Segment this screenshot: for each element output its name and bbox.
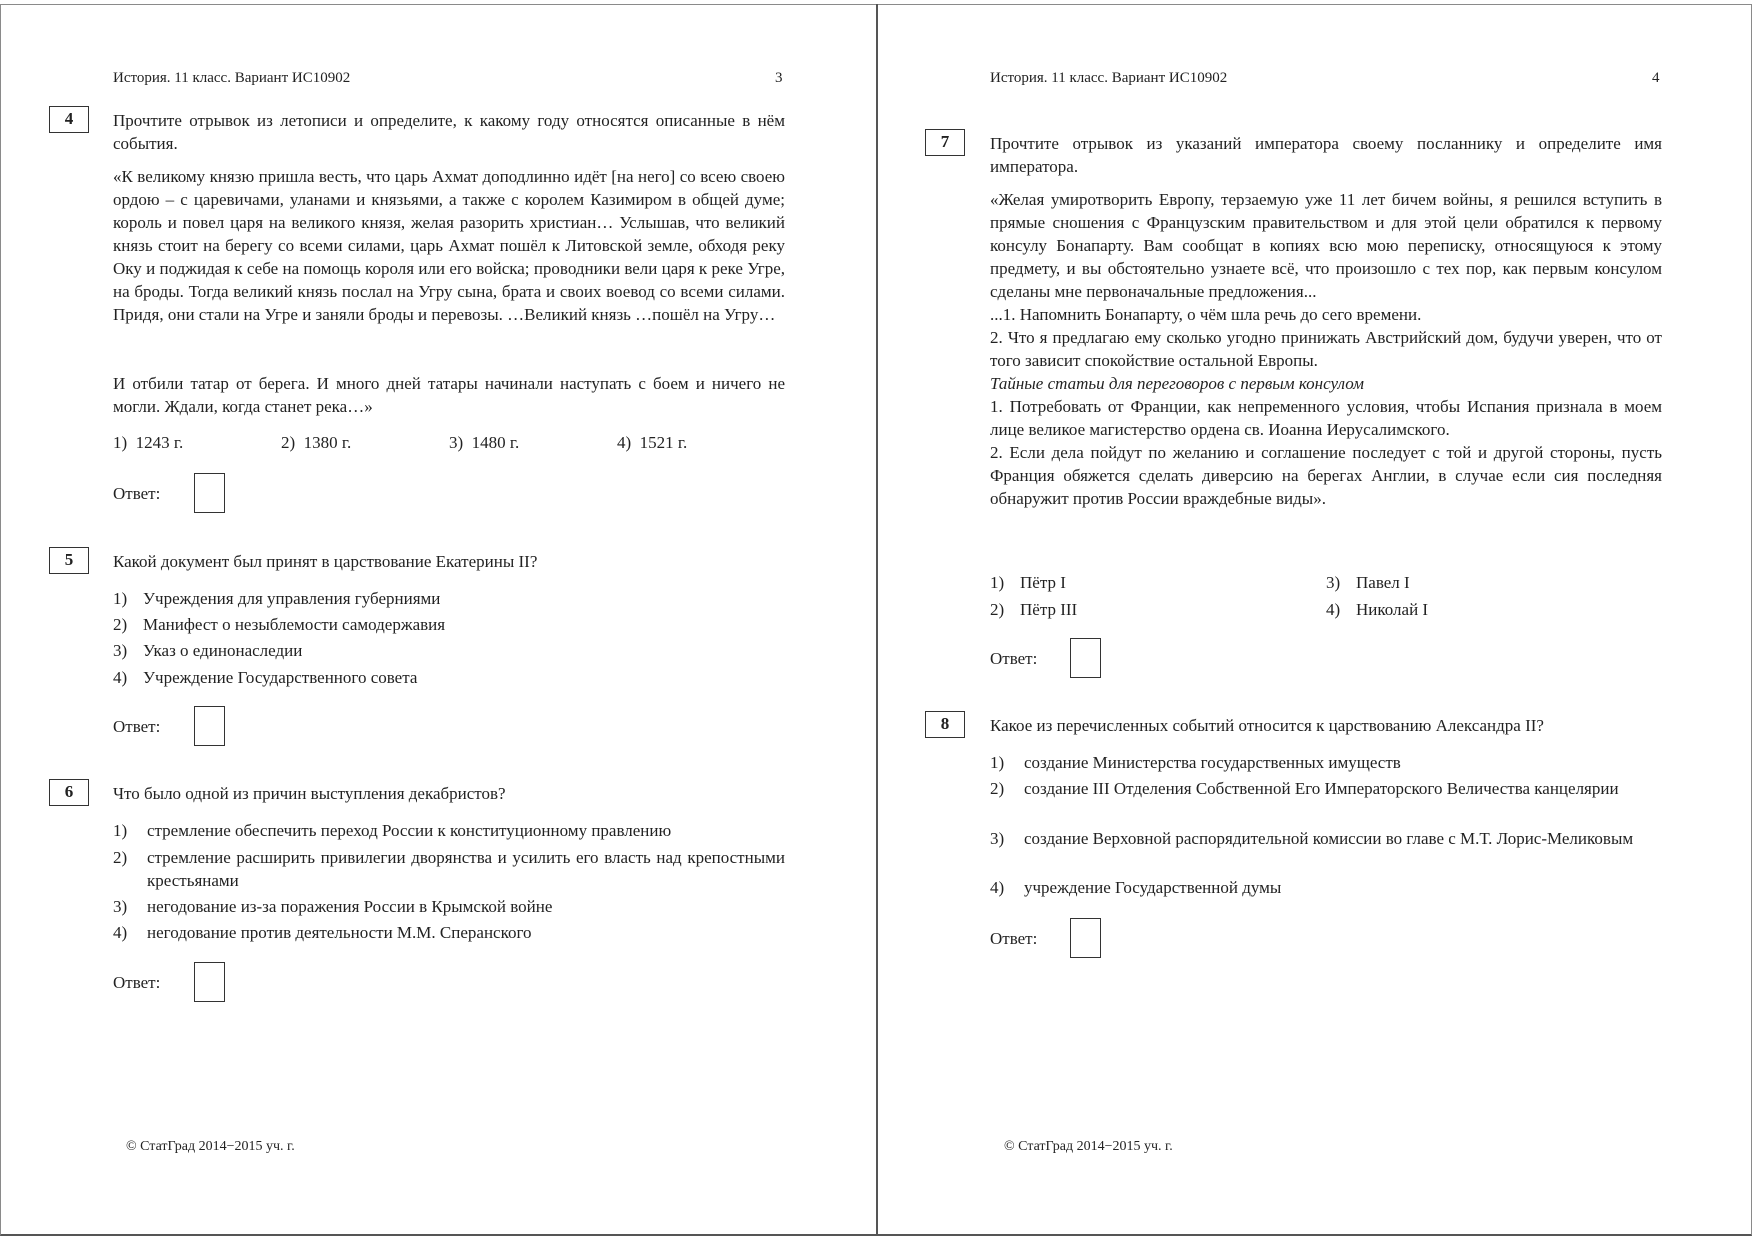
option[interactable]	[113, 613, 785, 636]
option-text: 1521 г.	[639, 433, 688, 452]
option-number: 2)	[990, 600, 1005, 619]
option[interactable]	[281, 431, 449, 454]
option-number: 1)	[113, 589, 128, 608]
quote-heading-text: Тайные статьи для переговоров с первым консулом	[990, 374, 1364, 393]
option-text: стремление обеспечить переход России к конституционному правлению	[147, 821, 672, 840]
question-prompt: Прочтите отрывок из летописи и определите, к какому году относятся описанные в нём события.	[113, 111, 785, 153]
option-number: 3)	[1326, 573, 1341, 592]
question-prompt: Какой документ был принят в царствование Екатерины II?	[113, 552, 538, 571]
option-text: Манифест о незыблемости самодержавия	[143, 615, 446, 634]
option-number: 4)	[113, 668, 128, 687]
question-number: 7	[925, 129, 965, 156]
option-number: 3)	[113, 897, 128, 916]
option[interactable]	[990, 777, 1662, 800]
option[interactable]	[990, 571, 1320, 594]
option-number: 3)	[449, 433, 464, 452]
option[interactable]	[1326, 598, 1656, 621]
question-prompt: Какое из перечисленных событий относится к царствованию Александра II?	[990, 716, 1544, 735]
option-text: 1380 г.	[303, 433, 352, 452]
page-footer: © СтатГрад 2014−2015 уч. г.	[1004, 1139, 1173, 1154]
option-number: 4)	[617, 433, 632, 452]
question-quote-end: И отбили татар от берега. И много дней татары начинали наступать с боем и ничего не могли. Ждали, когда станет река…»	[113, 374, 785, 416]
quote-paragraph: 2. Что я предлагаю ему сколько угодно принижать Австрийский дом, будучи уверен, что от того зависит спокойствие остальной Европы.	[990, 328, 1662, 370]
option[interactable]	[113, 846, 785, 892]
option-text: негодование из-за поражения России в Крымской войне	[147, 897, 553, 916]
option-text: Указ о единонаследии	[143, 641, 303, 660]
question-prompt: Прочтите отрывок из указаний императора своему посланнику и определите имя императора.	[990, 134, 1662, 176]
page-header: История. 11 класс. Вариант ИС10902	[990, 70, 1228, 86]
option-text: Николай I	[1356, 600, 1429, 619]
option[interactable]	[990, 751, 1662, 774]
option-text: создание Министерства государственных имуществ	[1024, 753, 1401, 772]
option-number: 1)	[113, 433, 128, 452]
answer-input-q6[interactable]	[194, 962, 225, 1002]
page-4	[877, 0, 1754, 1239]
option[interactable]	[113, 666, 785, 689]
option-number: 3)	[990, 829, 1005, 848]
question-number: 8	[925, 711, 965, 738]
page-number: 4	[1652, 70, 1660, 86]
question-quote: «К великому князю пришла весть, что царь Ахмат доподлинно идёт [на него] со всею своею ордою – с царевичами, уланами и князьями, а также с королем Казимиром в общей думе; король и повел царя на великого князя, желая разорить христиан… Услышав, что великий князь стоит на берегу со всеми силами, царь Ахмат пошёл к Литовской земле, обходя реку Оку и поджидая к себе на помощь короля или его войска; проводники вели царя к реке Угре, на броды. Тогда великий князь послал на Угру сына, брата и своих воевод со всеми силами. Придя, они стали на Угре и заняли броды и перевозы. …Великий князь …пошёл на Угру…	[113, 167, 785, 324]
options-row	[113, 431, 785, 454]
question-prompt: Что было одной из причин выступления декабристов?	[113, 784, 506, 803]
option-text: Павел I	[1356, 573, 1410, 592]
option[interactable]	[113, 587, 785, 610]
question-number: 6	[49, 779, 89, 806]
option-number: 4)	[113, 923, 128, 942]
answer-input-q5[interactable]	[194, 706, 225, 746]
option[interactable]	[113, 819, 785, 842]
page-number: 3	[775, 70, 783, 86]
answer-label: Ответ:	[113, 484, 161, 503]
option-text: Учреждение Государственного совета	[143, 668, 418, 687]
answer-label: Ответ:	[113, 973, 161, 992]
option[interactable]	[1326, 571, 1656, 594]
option[interactable]	[990, 876, 1662, 899]
page-footer: © СтатГрад 2014−2015 уч. г.	[126, 1139, 295, 1154]
option-text: 1243 г.	[135, 433, 184, 452]
option-number: 1)	[113, 821, 128, 840]
answer-label: Ответ:	[990, 929, 1038, 948]
answer-input-q7[interactable]	[1070, 638, 1101, 678]
question-number: 5	[49, 547, 89, 574]
option-number: 2)	[990, 779, 1005, 798]
option-number: 2)	[113, 848, 128, 867]
quote-paragraph: ...1. Напомнить Бонапарту, о чём шла речь до сего времени.	[990, 305, 1422, 324]
option-text: Учреждения для управления губерниями	[143, 589, 441, 608]
quote-intro: «Желая умиротворить Европу, терзаемую уже 11 лет бичем войны, я решился вступить в прямые сношения с Французским правительством и для этой цели обратился к первому консулу Бонапарту. Вам сообщат в копиях всю мою переписку, относящуюся к этому предмету, и вы обстоятельно узнаете всё, что произошло с тех пор, как первым консулом сделаны мне первоначальные предложения...	[990, 190, 1662, 301]
option[interactable]	[113, 639, 785, 662]
option-text: стремление расширить привилегии дворянства и усилить его власть над крепостными крестьянами	[147, 848, 785, 890]
option[interactable]	[449, 431, 617, 454]
answer-label: Ответ:	[990, 649, 1038, 668]
option[interactable]	[113, 895, 785, 918]
answer-input-q4[interactable]	[194, 473, 225, 513]
option-number: 4)	[1326, 600, 1341, 619]
question-number: 4	[49, 106, 89, 133]
option[interactable]	[113, 921, 785, 944]
option-text: создание Верховной распорядительной комиссии во главе с М.Т. Лорис-Меликовым	[1024, 829, 1634, 848]
option-text: Пётр III	[1020, 600, 1078, 619]
option[interactable]	[990, 598, 1320, 621]
option-number: 1)	[990, 753, 1005, 772]
option-text: Пётр I	[1020, 573, 1066, 592]
option-number: 2)	[281, 433, 296, 452]
option-number: 3)	[113, 641, 128, 660]
option-number: 2)	[113, 615, 128, 634]
option[interactable]	[617, 431, 785, 454]
question-quote	[990, 188, 1662, 510]
option-number: 1)	[990, 573, 1005, 592]
quote-heading	[990, 372, 1662, 395]
option-text: 1480 г.	[471, 433, 520, 452]
page-header: История. 11 класс. Вариант ИС10902	[113, 70, 351, 86]
quote-paragraph: 1. Потребовать от Франции, как непременного условия, чтобы Испания признала в моем лице великое магистерство ордена св. Иоанна Иерусалимского.	[990, 397, 1662, 439]
option[interactable]	[113, 431, 281, 454]
option-text: негодование против деятельности М.М. Сперанского	[147, 923, 532, 942]
answer-input-q8[interactable]	[1070, 918, 1101, 958]
option-number: 4)	[990, 878, 1005, 897]
option-text: создание III Отделения Собственной Его Императорского Величества канцелярии	[1024, 779, 1619, 798]
quote-paragraph: 2. Если дела пойдут по желанию и соглашение последует с той и другой стороны, пусть Франция обяжется сделать диверсию на берегах Англии, в случае если сия последняя обнаружит против России враждебные виды».	[990, 443, 1662, 508]
answer-label: Ответ:	[113, 717, 161, 736]
option-text: учреждение Государственной думы	[1024, 878, 1282, 897]
option[interactable]	[990, 827, 1662, 850]
